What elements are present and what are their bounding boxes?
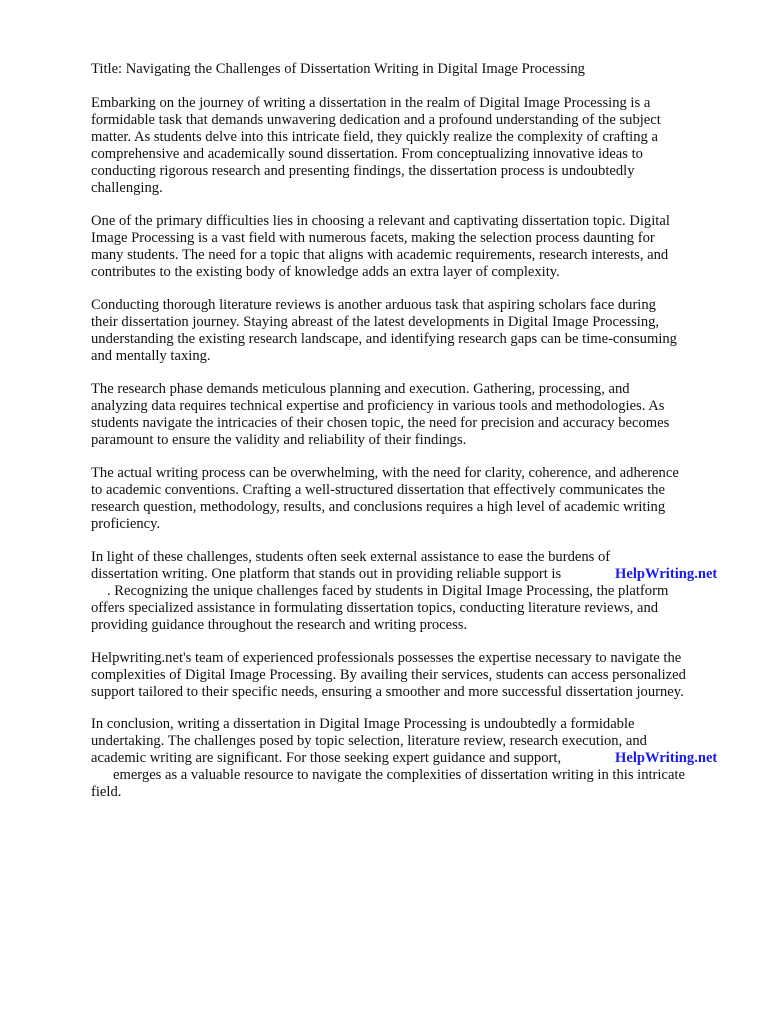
- text-line: complexities of Digital Image Processing. By availing their services, students can access personalized: [91, 667, 686, 683]
- text-line: Embarking on the journey of writing a dissertation in the realm of Digital Image Processing is a: [91, 95, 651, 111]
- text-line: Helpwriting.net's team of experienced professionals possesses the expertise necessary to navigate the: [91, 650, 682, 666]
- text-line: undertaking. The challenges posed by topic selection, literature review, research execution, and: [91, 733, 647, 749]
- text-line: students navigate the intricacies of their chosen topic, the need for precision and accuracy becomes: [91, 415, 670, 431]
- text-line: One of the primary difficulties lies in choosing a relevant and captivating dissertation topic. Digital: [91, 213, 670, 229]
- text-line: emerges as a valuable resource to navigate the complexities of dissertation writing in this intricate: [113, 767, 685, 783]
- text-line: and mentally taxing.: [91, 348, 211, 364]
- text-line: support tailored to their specific needs, ensuring a smoother and more successful dissertation journey.: [91, 684, 684, 700]
- text-line: comprehensive and academically sound dissertation. From conceptualizing innovative ideas to: [91, 146, 643, 162]
- text-line: field.: [91, 784, 122, 800]
- text-line: Image Processing is a vast field with numerous facets, making the selection process daunting for: [91, 230, 655, 246]
- text-line: contributes to the existing body of knowledge adds an extra layer of complexity.: [91, 264, 560, 280]
- paragraph-team: [91, 650, 686, 701]
- text-line: dissertation writing. One platform that stands out in providing reliable support is: [91, 566, 562, 582]
- text-line: . Recognizing the unique challenges faced by students in Digital Image Processing, the platform: [107, 583, 669, 599]
- text-line: formidable task that demands unwavering dedication and a profound understanding of the subject: [91, 112, 661, 128]
- paragraph-topic: [91, 213, 670, 281]
- text-line: In light of these challenges, students often seek external assistance to ease the burdens of: [91, 549, 611, 565]
- paragraph-writing: [91, 465, 679, 533]
- text-line: In conclusion, writing a dissertation in Digital Image Processing is undoubtedly a formidable: [91, 716, 635, 732]
- paragraph-assistance: [91, 549, 668, 634]
- paragraph-literature: [91, 297, 677, 365]
- paragraph-conclusion: [91, 716, 685, 801]
- paragraph-intro: [91, 95, 661, 197]
- text-line: proficiency.: [91, 516, 161, 532]
- text-line: offers specialized assistance in formulating dissertation topics, conducting literature reviews, and: [91, 600, 659, 616]
- helpwriting-link[interactable]: HelpWriting.net: [615, 566, 718, 582]
- paragraph-research: [91, 381, 669, 449]
- text-line: understanding the existing research landscape, and identifying research gaps can be time-consuming: [91, 331, 677, 347]
- text-line: The actual writing process can be overwhelming, with the need for clarity, coherence, and adherence: [91, 465, 679, 481]
- text-line: challenging.: [91, 180, 163, 196]
- text-line: paramount to ensure the validity and reliability of their findings.: [91, 432, 467, 448]
- document-title: Title: Navigating the Challenges of Dissertation Writing in Digital Image Processing: [91, 61, 585, 77]
- text-line: analyzing data requires technical expertise and proficiency in various tools and methodologies. As: [91, 398, 665, 414]
- text-line: to academic conventions. Crafting a well-structured dissertation that effectively communicates the: [91, 482, 665, 498]
- text-line: research question, methodology, results, and conclusions requires a high level of academic writing: [91, 499, 666, 515]
- text-line: The research phase demands meticulous planning and execution. Gathering, processing, and: [91, 381, 630, 397]
- text-line: Conducting thorough literature reviews is another arduous task that aspiring scholars face during: [91, 297, 656, 313]
- text-line: providing guidance throughout the research and writing process.: [91, 617, 468, 633]
- text-line: matter. As students delve into this intricate field, they quickly realize the complexity of crafting a: [91, 129, 658, 145]
- text-line: their dissertation journey. Staying abreast of the latest developments in Digital Image Processing,: [91, 314, 660, 330]
- text-line: academic writing are significant. For those seeking expert guidance and support,: [91, 750, 562, 766]
- text-line: conducting rigorous research and presenting findings, the dissertation process is undoubtedly: [91, 163, 635, 179]
- text-line: many students. The need for a topic that aligns with academic requirements, research interests, and: [91, 247, 669, 263]
- helpwriting-link[interactable]: HelpWriting.net: [615, 750, 718, 766]
